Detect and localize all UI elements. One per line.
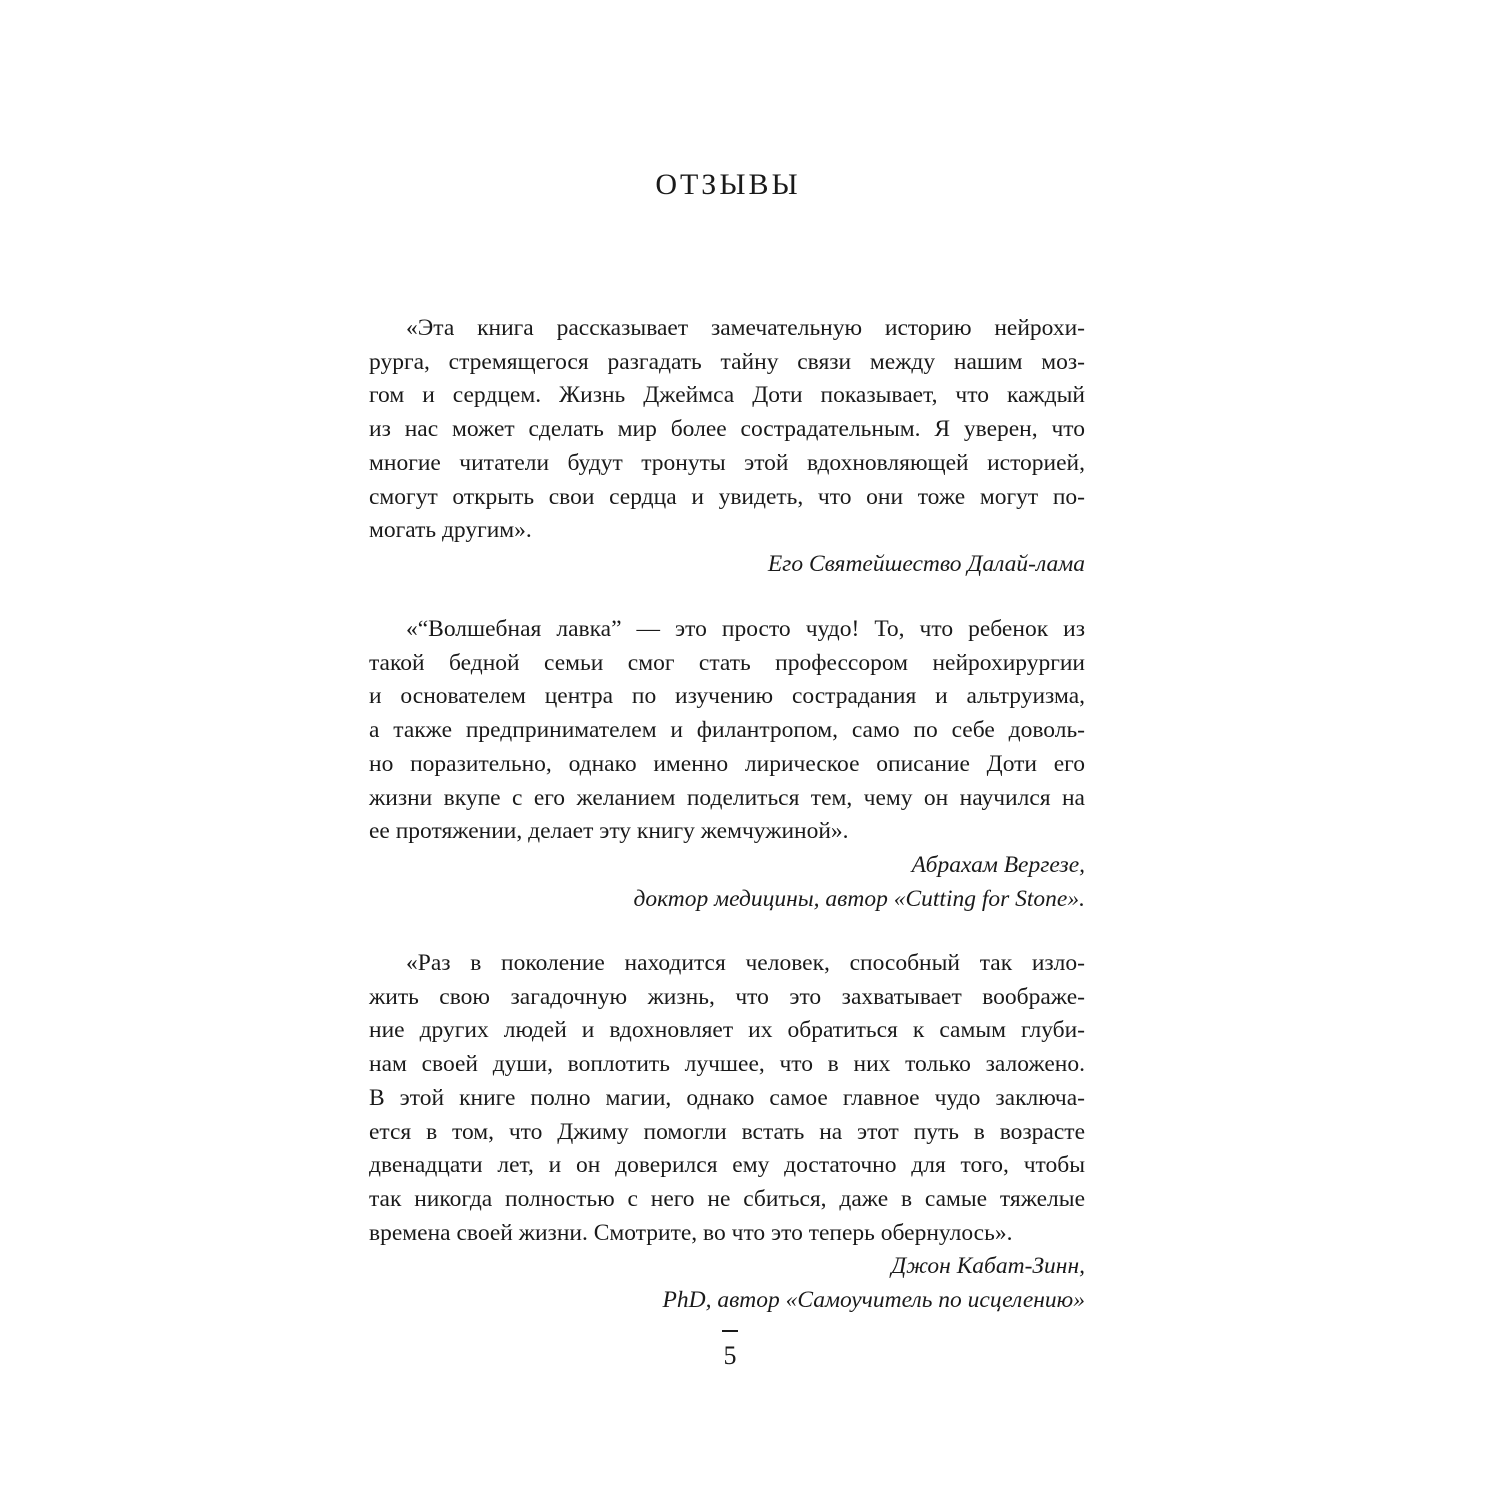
review-line: В этой книге полно магии, однако самое главное чудо заключа- bbox=[369, 1084, 1085, 1111]
review-attribution-detail: доктор медицины, автор «Cutting for Stone». bbox=[633, 885, 1085, 912]
review-line: такой бедной семьи смог стать профессором нейрохирургии bbox=[369, 649, 1085, 676]
review-line: нам своей души, воплотить лучшее, что в них только заложено. bbox=[369, 1051, 1085, 1078]
review-line: «Раз в поколение находится человек, способный так изло- bbox=[406, 950, 1085, 976]
review-line: времена своей жизни. Смотрите, во что это теперь обернулось». bbox=[369, 1219, 1013, 1246]
review-attribution: Джон Кабат-Зинн, bbox=[891, 1253, 1085, 1280]
review-line: ется в том, что Джиму помогли встать на этот путь в возрасте bbox=[369, 1118, 1085, 1145]
page-number-rule bbox=[722, 1330, 738, 1332]
review-line: многие читатели будут тронуты этой вдохновляющей историей, bbox=[369, 449, 1085, 476]
review-line: жить свою загадочную жизнь, что это захватывает воображе- bbox=[369, 983, 1085, 1010]
review-attribution: Его Святейшество Далай-лама bbox=[767, 550, 1085, 577]
review-line: «“Волшебная лавка” — это просто чудо! То, что ребенок из bbox=[406, 616, 1085, 642]
review-line: могать другим». bbox=[369, 517, 532, 544]
review-attribution: Абрахам Вергезе, bbox=[911, 851, 1085, 878]
page-number: 5 bbox=[723, 1341, 737, 1370]
review-line: гом и сердцем. Жизнь Джеймса Доти показывает, что каждый bbox=[369, 382, 1085, 409]
review-line: но поразительно, однако именно лирическое описание Доти его bbox=[369, 750, 1085, 777]
review-attribution-detail: PhD, автор «Самоучитель по исцелению» bbox=[662, 1287, 1085, 1314]
review-dalai-lama bbox=[369, 312, 1085, 582]
review-line: а также предпринимателем и филантропом, само по себе доволь- bbox=[369, 717, 1085, 744]
review-kabat-zinn bbox=[369, 947, 1085, 1318]
review-line: рурга, стремящегося разгадать тайну связи между нашим моз- bbox=[369, 348, 1085, 375]
review-line: двенадцати лет, и он доверился ему достаточно для того, чтобы bbox=[369, 1152, 1085, 1179]
review-line: так никогда полностью с него не сбиться, даже в самые тяжелые bbox=[369, 1185, 1085, 1212]
review-line: «Эта книга рассказывает замечательную историю нейрохи- bbox=[406, 315, 1085, 341]
review-line: смогут открыть свои сердца и увидеть, что они тоже могут по- bbox=[369, 483, 1085, 510]
review-line: ние других людей и вдохновляет их обратиться к самым глуби- bbox=[369, 1017, 1085, 1044]
review-line: ее протяжении, делает эту книгу жемчужиной». bbox=[369, 818, 849, 845]
review-line: жизни вкупе с его желанием поделиться тем, чему он научился на bbox=[369, 784, 1085, 811]
review-line: и основателем центра по изучению сострадания и альтруизма, bbox=[369, 683, 1085, 710]
page-heading: ОТЗЫВЫ bbox=[655, 168, 801, 201]
review-line: из нас может сделать мир более сострадательным. Я уверен, что bbox=[369, 416, 1085, 443]
review-verghese bbox=[369, 613, 1085, 916]
